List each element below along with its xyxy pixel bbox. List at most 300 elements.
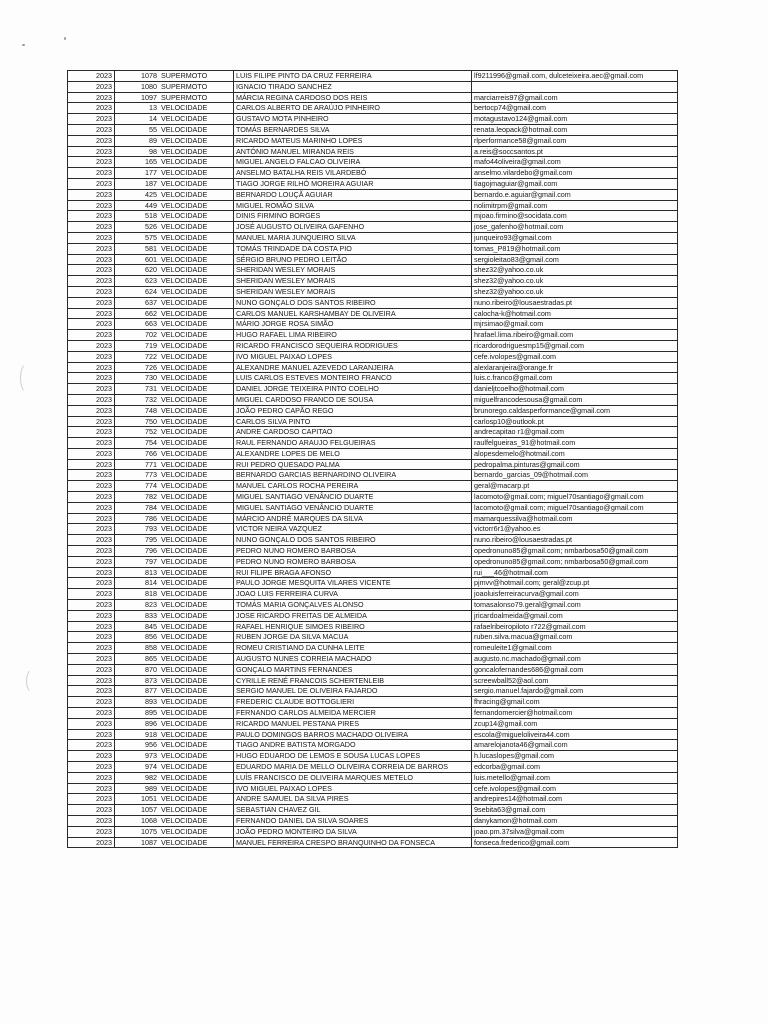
table-row xyxy=(68,718,678,729)
number-cell: 518 xyxy=(115,211,160,222)
name-cell: PAULO DOMINGOS BARROS MACHADO OLIVEIRA xyxy=(234,729,472,740)
category-cell: VELOCIDADE xyxy=(159,805,234,816)
table-row xyxy=(68,340,678,351)
email-cell: shez32@yahoo.co.uk xyxy=(472,286,678,297)
email-cell: pjmvv@hotmail.com; geral@zcup.pt xyxy=(472,578,678,589)
name-cell: RAUL FERNANDO ARAUJO FELGUEIRAS xyxy=(234,438,472,449)
name-cell: MÁRIO JORGE ROSA SIMÃO xyxy=(234,319,472,330)
table-row xyxy=(68,502,678,513)
year-cell: 2023 xyxy=(68,178,115,189)
year-cell: 2023 xyxy=(68,340,115,351)
year-cell: 2023 xyxy=(68,675,115,686)
email-cell: fernandomercier@hotmail.com xyxy=(472,708,678,719)
category-cell: VELOCIDADE xyxy=(159,578,234,589)
name-cell: JOÃO PEDRO CAPÃO REGO xyxy=(234,405,472,416)
year-cell: 2023 xyxy=(68,146,115,157)
email-cell: rui___46@hotmail.com xyxy=(472,567,678,578)
category-cell: VELOCIDADE xyxy=(159,815,234,826)
email-cell: augusto.nc.machado@gmail.com xyxy=(472,654,678,665)
year-cell: 2023 xyxy=(68,535,115,546)
email-cell: edcorba@gmail.com xyxy=(472,762,678,773)
email-cell: mamarquessilva@hotmail.com xyxy=(472,513,678,524)
category-cell: VELOCIDADE xyxy=(159,243,234,254)
category-cell: VELOCIDADE xyxy=(159,319,234,330)
email-cell: mjrsimao@gmail.com xyxy=(472,319,678,330)
category-cell: VELOCIDADE xyxy=(159,470,234,481)
name-cell: BERNARDO GARCIAS BERNARDINO OLIVEIRA xyxy=(234,470,472,481)
category-cell: VELOCIDADE xyxy=(159,556,234,567)
category-cell: VELOCIDADE xyxy=(159,103,234,114)
number-cell: 425 xyxy=(115,189,160,200)
number-cell: 893 xyxy=(115,697,160,708)
name-cell: MIGUEL CARDOSO FRANCO DE SOUSA xyxy=(234,394,472,405)
email-cell: opedronuno85@gmail.com; nmbarbosa50@gmail.com xyxy=(472,546,678,557)
name-cell: LUIS FILIPE PINTO DA CRUZ FERREIRA xyxy=(234,71,472,82)
scan-speck xyxy=(22,44,25,46)
name-cell: MANUEL CARLOS ROCHA PEREIRA xyxy=(234,481,472,492)
category-cell: VELOCIDADE xyxy=(159,772,234,783)
email-cell: fonseca.frederico@gmail.com xyxy=(472,837,678,848)
number-cell: 818 xyxy=(115,589,160,600)
email-cell: ricardorodriguesmp15@gmail.com xyxy=(472,340,678,351)
year-cell: 2023 xyxy=(68,492,115,503)
email-cell: rlperformance58@gmail.com xyxy=(472,135,678,146)
category-cell: VELOCIDADE xyxy=(159,222,234,233)
name-cell: ROMEU CRISTIANO DA CUNHA LEITE xyxy=(234,643,472,654)
name-cell: FERNANDO CARLOS ALMEIDA MERCIER xyxy=(234,708,472,719)
category-cell: VELOCIDADE xyxy=(159,286,234,297)
email-cell: lf9211996@gmail.com, dulceteixeira.aec@gmail.com xyxy=(472,71,678,82)
number-cell: 1078 xyxy=(115,71,160,82)
number-cell: 165 xyxy=(115,157,160,168)
number-cell: 823 xyxy=(115,600,160,611)
name-cell: RICARDO MATEUS MARINHO LOPES xyxy=(234,135,472,146)
email-cell: luis.c.franco@gmail.com xyxy=(472,373,678,384)
category-cell: VELOCIDADE xyxy=(159,168,234,179)
year-cell: 2023 xyxy=(68,308,115,319)
year-cell: 2023 xyxy=(68,297,115,308)
number-cell: 766 xyxy=(115,448,160,459)
category-cell: VELOCIDADE xyxy=(159,276,234,287)
year-cell: 2023 xyxy=(68,394,115,405)
table-row xyxy=(68,826,678,837)
email-cell: amarelojanota46@gmail.com xyxy=(472,740,678,751)
year-cell: 2023 xyxy=(68,697,115,708)
number-cell: 1051 xyxy=(115,794,160,805)
email-cell: anselmo.vilardebo@gmail.com xyxy=(472,168,678,179)
email-cell: screewball52@aol.com xyxy=(472,675,678,686)
category-cell: VELOCIDADE xyxy=(159,297,234,308)
email-cell: brunorego.caldasperformance@gmail.com xyxy=(472,405,678,416)
name-cell: JOAO LUIS FERREIRA CURVA xyxy=(234,589,472,600)
email-cell: joao.pm.37silva@gmail.com xyxy=(472,826,678,837)
name-cell: TOMÁS TRINDADE DA COSTA PIO xyxy=(234,243,472,254)
email-cell: lacomoto@gmail.com; miguel70santiago@gmail.com xyxy=(472,502,678,513)
name-cell: SHERIDAN WESLEY MORAIS xyxy=(234,286,472,297)
category-cell: VELOCIDADE xyxy=(159,589,234,600)
number-cell: 1075 xyxy=(115,826,160,837)
number-cell: 1080 xyxy=(115,81,160,92)
year-cell: 2023 xyxy=(68,124,115,135)
number-cell: 702 xyxy=(115,330,160,341)
name-cell: RICARDO FRANCISCO SEQUEIRA RODRIGUES xyxy=(234,340,472,351)
category-cell: VELOCIDADE xyxy=(159,654,234,665)
year-cell: 2023 xyxy=(68,438,115,449)
name-cell: JOSE RICARDO FREITAS DE ALMEIDA xyxy=(234,610,472,621)
name-cell: TOMÁS BERNARDES SILVA xyxy=(234,124,472,135)
table-row xyxy=(68,740,678,751)
category-cell: VELOCIDADE xyxy=(159,610,234,621)
table-row xyxy=(68,351,678,362)
name-cell: ANDRE CARDOSO CAPITAO xyxy=(234,427,472,438)
category-cell: VELOCIDADE xyxy=(159,394,234,405)
number-cell: 895 xyxy=(115,708,160,719)
name-cell: ALEXANDRE LOPES DE MELO xyxy=(234,448,472,459)
table-row xyxy=(68,222,678,233)
year-cell: 2023 xyxy=(68,600,115,611)
table-row xyxy=(68,556,678,567)
number-cell: 782 xyxy=(115,492,160,503)
year-cell: 2023 xyxy=(68,200,115,211)
number-cell: 526 xyxy=(115,222,160,233)
name-cell: RAFAEL HENRIQUE SIMOES RIBEIRO xyxy=(234,621,472,632)
number-cell: 918 xyxy=(115,729,160,740)
name-cell: EDUARDO MARIA DE MELLO OLIVEIRA CORREIA DE BARROS xyxy=(234,762,472,773)
number-cell: 773 xyxy=(115,470,160,481)
table-row xyxy=(68,168,678,179)
year-cell: 2023 xyxy=(68,654,115,665)
category-cell: VELOCIDADE xyxy=(159,643,234,654)
category-cell: VELOCIDADE xyxy=(159,837,234,848)
year-cell: 2023 xyxy=(68,416,115,427)
name-cell: PEDRO NUNO ROMERO BARBOSA xyxy=(234,556,472,567)
name-cell: SERGIO MANUEL DE OLIVEIRA FAJARDO xyxy=(234,686,472,697)
name-cell: RUBEN JORGE DA SILVA MACUA xyxy=(234,632,472,643)
email-cell: motagustavo124@gmail.com xyxy=(472,114,678,125)
number-cell: 187 xyxy=(115,178,160,189)
email-cell: 9sebita63@gmail.com xyxy=(472,805,678,816)
table-row xyxy=(68,610,678,621)
name-cell: RICARDO MANUEL PESTANA PIRES xyxy=(234,718,472,729)
table-row xyxy=(68,664,678,675)
table-row xyxy=(68,92,678,103)
year-cell: 2023 xyxy=(68,362,115,373)
name-cell: MIGUEL ANGELO FALCAO OLIVEIRA xyxy=(234,157,472,168)
year-cell: 2023 xyxy=(68,740,115,751)
table-row xyxy=(68,794,678,805)
table-row xyxy=(68,297,678,308)
number-cell: 973 xyxy=(115,751,160,762)
category-cell: VELOCIDADE xyxy=(159,157,234,168)
name-cell: BERNARDO LOUÇÃ AGUIAR xyxy=(234,189,472,200)
table-row xyxy=(68,71,678,82)
table-row xyxy=(68,815,678,826)
name-cell: ALEXANDRE MANUEL AZEVEDO LARANJEIRA xyxy=(234,362,472,373)
table-row xyxy=(68,675,678,686)
registration-table xyxy=(67,70,678,848)
category-cell: VELOCIDADE xyxy=(159,718,234,729)
year-cell: 2023 xyxy=(68,783,115,794)
name-cell: FREDERIC CLAUDE BOTTOGLIERI xyxy=(234,697,472,708)
scan-speck xyxy=(64,37,66,40)
name-cell: IGNACIO TIRADO SANCHEZ xyxy=(234,81,472,92)
category-cell: VELOCIDADE xyxy=(159,524,234,535)
number-cell: 796 xyxy=(115,546,160,557)
number-cell: 449 xyxy=(115,200,160,211)
category-cell: VELOCIDADE xyxy=(159,114,234,125)
category-cell: VELOCIDADE xyxy=(159,362,234,373)
year-cell: 2023 xyxy=(68,815,115,826)
email-cell: sergio.manuel.fajardo@gmail.com xyxy=(472,686,678,697)
number-cell: 601 xyxy=(115,254,160,265)
name-cell: GUSTAVO MOTA PINHEIRO xyxy=(234,114,472,125)
category-cell: VELOCIDADE xyxy=(159,567,234,578)
email-cell: nolimitrpm@gmail.com xyxy=(472,200,678,211)
year-cell: 2023 xyxy=(68,157,115,168)
name-cell: SHERIDAN WESLEY MORAIS xyxy=(234,265,472,276)
table-row xyxy=(68,762,678,773)
email-cell: rafaelribeiropiloto r722@gmail.com xyxy=(472,621,678,632)
number-cell: 14 xyxy=(115,114,160,125)
name-cell: SHERIDAN WESLEY MORAIS xyxy=(234,276,472,287)
name-cell: RUI PEDRO QUESADO PALMA xyxy=(234,459,472,470)
year-cell: 2023 xyxy=(68,556,115,567)
name-cell: VICTOR NEIRA VAZQUEZ xyxy=(234,524,472,535)
category-cell: VELOCIDADE xyxy=(159,600,234,611)
table-row xyxy=(68,578,678,589)
table-row xyxy=(68,157,678,168)
year-cell: 2023 xyxy=(68,826,115,837)
year-cell: 2023 xyxy=(68,71,115,82)
year-cell: 2023 xyxy=(68,114,115,125)
number-cell: 637 xyxy=(115,297,160,308)
category-cell: VELOCIDADE xyxy=(159,308,234,319)
category-cell: VELOCIDADE xyxy=(159,740,234,751)
number-cell: 974 xyxy=(115,762,160,773)
table-row xyxy=(68,783,678,794)
year-cell: 2023 xyxy=(68,373,115,384)
number-cell: 55 xyxy=(115,124,160,135)
category-cell: VELOCIDADE xyxy=(159,200,234,211)
year-cell: 2023 xyxy=(68,351,115,362)
year-cell: 2023 xyxy=(68,276,115,287)
table-row xyxy=(68,189,678,200)
email-cell: jricardoalmeida@gmail.com xyxy=(472,610,678,621)
number-cell: 845 xyxy=(115,621,160,632)
number-cell: 620 xyxy=(115,265,160,276)
category-cell: VELOCIDADE xyxy=(159,697,234,708)
table-row xyxy=(68,805,678,816)
name-cell: JOÃO PEDRO MONTEIRO DA SILVA xyxy=(234,826,472,837)
number-cell: 663 xyxy=(115,319,160,330)
email-cell: geral@macarp.pt xyxy=(472,481,678,492)
table-row xyxy=(68,232,678,243)
number-cell: 795 xyxy=(115,535,160,546)
registration-table-body xyxy=(68,71,678,848)
category-cell: VELOCIDADE xyxy=(159,211,234,222)
table-row xyxy=(68,643,678,654)
category-cell: VELOCIDADE xyxy=(159,459,234,470)
number-cell: 1057 xyxy=(115,805,160,816)
table-row xyxy=(68,114,678,125)
table-row xyxy=(68,103,678,114)
table-row xyxy=(68,276,678,287)
year-cell: 2023 xyxy=(68,664,115,675)
table-row xyxy=(68,535,678,546)
email-cell: bernardo_garcias_09@hotmail.com xyxy=(472,470,678,481)
number-cell: 89 xyxy=(115,135,160,146)
year-cell: 2023 xyxy=(68,384,115,395)
email-cell: cefe.ivolopes@gmail.com xyxy=(472,351,678,362)
year-cell: 2023 xyxy=(68,427,115,438)
category-cell: VELOCIDADE xyxy=(159,265,234,276)
email-cell: renata.leopack@hotmail.com xyxy=(472,124,678,135)
number-cell: 13 xyxy=(115,103,160,114)
number-cell: 982 xyxy=(115,772,160,783)
year-cell: 2023 xyxy=(68,513,115,524)
email-cell: calocha-k@hotmail.com xyxy=(472,308,678,319)
name-cell: FERNANDO DANIEL DA SILVA SOARES xyxy=(234,815,472,826)
name-cell: TIAGO ANDRE BATISTA MORGADO xyxy=(234,740,472,751)
name-cell: CARLOS MANUEL KARSHAMBAY DE OLIVEIRA xyxy=(234,308,472,319)
name-cell: HUGO EDUARDO DE LEMOS E SOUSA LUCAS LOPES xyxy=(234,751,472,762)
number-cell: 624 xyxy=(115,286,160,297)
name-cell: AUGUSTO NUNES CORREIA MACHADO xyxy=(234,654,472,665)
name-cell: MÁRCIO ANDRÉ MARQUES DA SILVA xyxy=(234,513,472,524)
email-cell: h.lucaslopes@gmail.com xyxy=(472,751,678,762)
number-cell: 722 xyxy=(115,351,160,362)
email-cell: sergioleitao83@gmail.com xyxy=(472,254,678,265)
table-row xyxy=(68,751,678,762)
email-cell: goncalofernandes686@gmail.com xyxy=(472,664,678,675)
number-cell: 858 xyxy=(115,643,160,654)
table-row xyxy=(68,427,678,438)
number-cell: 748 xyxy=(115,405,160,416)
name-cell: CYRILLE RENÉ FRANCOIS SCHERTENLEIB xyxy=(234,675,472,686)
year-cell: 2023 xyxy=(68,81,115,92)
category-cell: VELOCIDADE xyxy=(159,384,234,395)
name-cell: NUNO GONÇALO DOS SANTOS RIBEIRO xyxy=(234,297,472,308)
category-cell: VELOCIDADE xyxy=(159,783,234,794)
year-cell: 2023 xyxy=(68,610,115,621)
email-cell: raulfelgueiras_91@hotmail.com xyxy=(472,438,678,449)
email-cell: andrepires14@hotmail.com xyxy=(472,794,678,805)
number-cell: 1097 xyxy=(115,92,160,103)
table-row xyxy=(68,448,678,459)
email-cell: lacomoto@gmail.com; miguel70santiago@gmail.com xyxy=(472,492,678,503)
email-cell: ruben.silva.macua@gmail.com xyxy=(472,632,678,643)
number-cell: 177 xyxy=(115,168,160,179)
email-cell: nuno.ribeiro@lousaestradas.pt xyxy=(472,535,678,546)
category-cell: SUPERMOTO xyxy=(159,92,234,103)
year-cell: 2023 xyxy=(68,718,115,729)
number-cell: 865 xyxy=(115,654,160,665)
category-cell: VELOCIDADE xyxy=(159,675,234,686)
year-cell: 2023 xyxy=(68,330,115,341)
name-cell: SEBASTIAN CHAVEZ GIL xyxy=(234,805,472,816)
name-cell: MIGUEL ROMÃO SILVA xyxy=(234,200,472,211)
year-cell: 2023 xyxy=(68,459,115,470)
year-cell: 2023 xyxy=(68,232,115,243)
table-row xyxy=(68,200,678,211)
number-cell: 575 xyxy=(115,232,160,243)
category-cell: VELOCIDADE xyxy=(159,438,234,449)
table-row xyxy=(68,600,678,611)
year-cell: 2023 xyxy=(68,643,115,654)
year-cell: 2023 xyxy=(68,168,115,179)
category-cell: VELOCIDADE xyxy=(159,189,234,200)
name-cell: IVO MIGUEL PAIXAO LOPES xyxy=(234,783,472,794)
number-cell: 752 xyxy=(115,427,160,438)
table-row xyxy=(68,438,678,449)
email-cell: zcup14@gmail.com xyxy=(472,718,678,729)
email-cell: mjoao.firmino@socidata.com xyxy=(472,211,678,222)
name-cell: CARLOS SILVA PINTO xyxy=(234,416,472,427)
table-row xyxy=(68,265,678,276)
table-row xyxy=(68,481,678,492)
number-cell: 877 xyxy=(115,686,160,697)
table-row xyxy=(68,243,678,254)
category-cell: VELOCIDADE xyxy=(159,502,234,513)
scan-edge-mark xyxy=(26,668,42,694)
number-cell: 719 xyxy=(115,340,160,351)
name-cell: MIGUEL SANTIAGO VENÂNCIO DUARTE xyxy=(234,502,472,513)
name-cell: CARLOS ALBERTO DE ARAÚJO PINHEIRO xyxy=(234,103,472,114)
category-cell: VELOCIDADE xyxy=(159,351,234,362)
email-cell: opedronuno85@gmail.com; nmbarbosa50@gmail.com xyxy=(472,556,678,567)
year-cell: 2023 xyxy=(68,254,115,265)
category-cell: SUPERMOTO xyxy=(159,71,234,82)
category-cell: VELOCIDADE xyxy=(159,729,234,740)
table-row xyxy=(68,405,678,416)
email-cell: joaoluisferreiracurva@gmail.com xyxy=(472,589,678,600)
email-cell: shez32@yahoo.co.uk xyxy=(472,276,678,287)
email-cell: tomasalonso79.geral@gmail.com xyxy=(472,600,678,611)
number-cell: 771 xyxy=(115,459,160,470)
email-cell: victorr6r1@yahoo.es xyxy=(472,524,678,535)
number-cell: 1087 xyxy=(115,837,160,848)
number-cell: 896 xyxy=(115,718,160,729)
table-row xyxy=(68,384,678,395)
year-cell: 2023 xyxy=(68,189,115,200)
table-row xyxy=(68,621,678,632)
category-cell: VELOCIDADE xyxy=(159,708,234,719)
name-cell: GONÇALO MARTINS FERNANDES xyxy=(234,664,472,675)
category-cell: VELOCIDADE xyxy=(159,330,234,341)
year-cell: 2023 xyxy=(68,470,115,481)
email-cell: bernardo.e.aguiar@gmail.com xyxy=(472,189,678,200)
category-cell: SUPERMOTO xyxy=(159,81,234,92)
table-row xyxy=(68,146,678,157)
year-cell: 2023 xyxy=(68,751,115,762)
category-cell: VELOCIDADE xyxy=(159,254,234,265)
table-row xyxy=(68,81,678,92)
category-cell: VELOCIDADE xyxy=(159,546,234,557)
email-cell xyxy=(472,81,678,92)
category-cell: VELOCIDADE xyxy=(159,621,234,632)
table-row xyxy=(68,459,678,470)
year-cell: 2023 xyxy=(68,211,115,222)
name-cell: ANTÓNIO MANUEL MIRANDA REIS xyxy=(234,146,472,157)
category-cell: VELOCIDADE xyxy=(159,826,234,837)
number-cell: 581 xyxy=(115,243,160,254)
email-cell: miguelfrancodesousa@gmail.com xyxy=(472,394,678,405)
email-cell: jose_gafenho@hotmail.com xyxy=(472,222,678,233)
number-cell: 814 xyxy=(115,578,160,589)
year-cell: 2023 xyxy=(68,481,115,492)
email-cell: carlosp10@outlook.pt xyxy=(472,416,678,427)
table-row xyxy=(68,654,678,665)
